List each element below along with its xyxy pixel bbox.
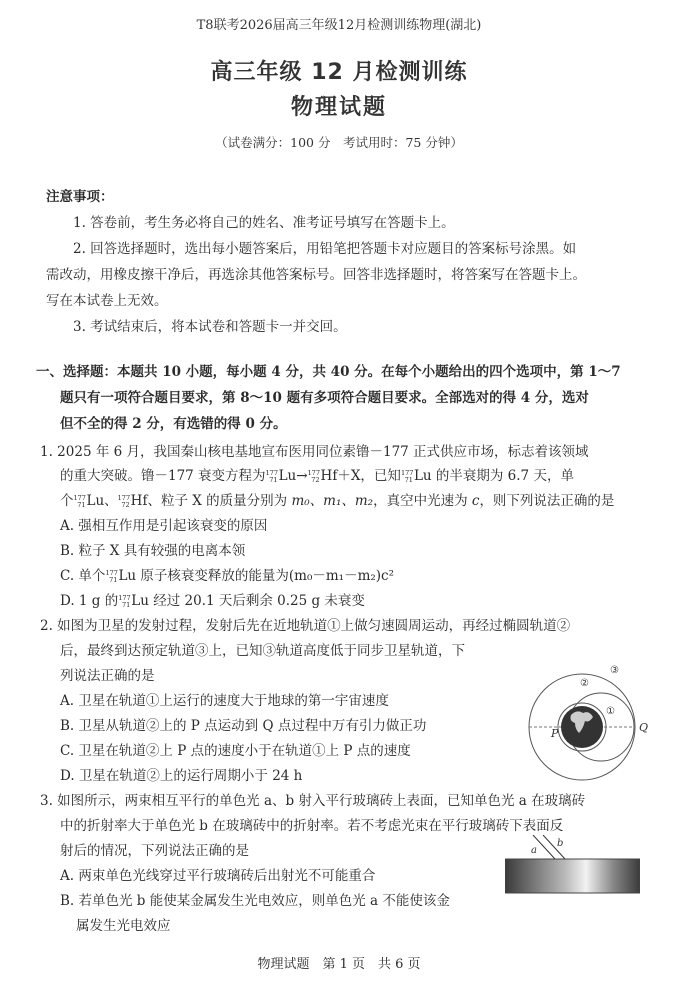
text: Lu 的半衰期为 6.7 天，单 [413, 468, 574, 484]
text: ，则下列说法正确的是 [479, 493, 615, 509]
nuclide-lu: 177 71 [400, 468, 414, 484]
svg-text:Q: Q [639, 721, 649, 734]
text: 的重大突破。镥－177 衰变方程为 [60, 468, 266, 484]
subject-title: 物理试题 [290, 95, 387, 120]
mass-symbols: m₀、m₁、m₂ [291, 493, 374, 509]
q2-stem-line2: 后，最终到达预定轨道③上，已知③轨道高度低于同步卫星轨道，下 [60, 643, 465, 659]
q1-stem-line3 [60, 489, 614, 509]
q3-stem-line2: 中的折射率大于单色光 b 在玻璃砖中的折射率。若不考虑光束在平行玻璃砖下表面反 [60, 818, 564, 834]
q1-option-c [60, 564, 394, 584]
svg-text:a: a [531, 845, 537, 856]
page-footer: 物理试题 第 1 页 共 6 页 [257, 957, 421, 972]
svg-text:②: ② [580, 678, 589, 689]
svg-text:b: b [557, 838, 564, 849]
text: Lu 原子核衰变释放的能量为(m₀－m₁－m₂)c² [118, 568, 395, 584]
q3-stem-line1: 3. 如图所示，两束相互平行的单色光 a、b 射入平行玻璃砖上表面，已知单色光 a 在玻璃砖 [40, 793, 586, 809]
nuclide-hf: 177 72 [307, 468, 320, 484]
q3-stem-line3: 射后的情况，下列说法正确的是 [60, 843, 249, 859]
section-heading: 一、选择题：本题共 10 小题，每小题 4 分，共 40 分。在每个小题给出的四个选项中，第 1～7 [36, 364, 621, 380]
svg-text:P: P [551, 727, 559, 740]
q1-option-a: A. 强相互作用是引起该衰变的原因 [60, 518, 268, 534]
section-desc-3: 但不全的得 2 分，有选错的得 0 分。 [60, 416, 287, 432]
nuclide-hf: 177 72 [117, 493, 131, 509]
notice-item-3: 3. 考试结束后，将本试卷和答题卡一并交回。 [73, 319, 347, 335]
text: Lu 经过 20.1 天后剩余 0.25 g 未衰变 [131, 593, 365, 609]
nuclide-lu: 177 71 [73, 493, 86, 509]
text: D. 1 g 的 [60, 593, 119, 609]
text: Hf＋X，已知 [320, 468, 401, 484]
orbit-diagram-icon [505, 655, 670, 800]
q3-option-a: A. 两束单色光线穿过平行玻璃砖后出射光不可能重合 [60, 868, 376, 884]
exam-info: （试卷满分：100 分 考试用时：75 分钟） [215, 135, 463, 150]
q3-option-b-cont: 属发生光电效应 [76, 918, 171, 934]
notice-item-2-cont2: 写在本试卷上无效。 [46, 293, 168, 309]
text: 个 [60, 493, 74, 509]
glass-slab-icon [505, 835, 640, 905]
notice-heading: 注意事项： [46, 189, 114, 205]
svg-text:③: ③ [610, 665, 619, 676]
exam-header-line: T8联考2026届高三年级12月检测训练物理(湖北) [196, 18, 482, 33]
q3-option-b: B. 若单色光 b 能使某金属发生光电效应，则单色光 a 不能使该金 [60, 893, 450, 909]
q1-option-d [60, 589, 365, 609]
glass-slab-diagram [505, 835, 640, 905]
text: Hf、粒子 X 的质量分别为 [130, 493, 292, 509]
q2-stem-line1: 2. 如图为卫星的发射过程，发射后先在近地轨道①上做匀速圆周运动，再经过椭圆轨道② [40, 618, 571, 634]
light-speed-symbol: c [471, 493, 480, 509]
text: Lu、 [86, 493, 118, 509]
svg-text:①: ① [606, 706, 615, 717]
section-desc-2: 题只有一项符合题目要求，第 8～10 题有多项符合题目要求。全部选对的得 4 分，选对 [60, 390, 589, 406]
text: ，真空中光速为 [373, 493, 472, 509]
q2-option-d: D. 卫星在轨道②上的运行周期小于 24 h [60, 768, 303, 784]
orbit-diagram [505, 655, 670, 800]
q1-stem-line1: 1. 2025 年 6 月，我国秦山核电基地宣布医用同位素镥－177 正式供应市场，标志着该领域 [40, 444, 589, 460]
q2-option-a: A. 卫星在轨道①上运行的速度大于地球的第一宇宙速度 [60, 693, 389, 709]
nuclide-lu: 177 71 [118, 593, 131, 609]
q2-stem-line3: 列说法正确的是 [60, 668, 155, 684]
q1-stem-line2 [60, 464, 574, 484]
nuclide-lu: 177 71 [265, 468, 278, 484]
text: Lu→ [278, 468, 308, 484]
notice-item-2-cont: 需改动，用橡皮擦干净后，再选涂其他答案标号。回答非选择题时，将答案写在答题卡上。 [46, 267, 586, 283]
page-title: 高三年级 12 月检测训练 [210, 60, 468, 85]
nuclide-lu: 177 71 [105, 568, 118, 584]
notice-item-1: 1. 答卷前，考生务必将自己的姓名、准考证号填写在答题卡上。 [73, 215, 455, 231]
q2-option-b: B. 卫星从轨道②上的 P 点运动到 Q 点过程中万有引力做正功 [60, 718, 427, 734]
notice-item-2: 2. 回答选择题时，选出每小题答案后，用铅笔把答题卡对应题目的答案标号涂黑。如 [73, 241, 577, 257]
text: C. 单个 [60, 568, 106, 584]
q1-option-b: B. 粒子 X 具有较强的电离本领 [60, 543, 246, 559]
q2-option-c: C. 卫星在轨道②上 P 点的速度小于在轨道①上 P 点的速度 [60, 743, 411, 759]
